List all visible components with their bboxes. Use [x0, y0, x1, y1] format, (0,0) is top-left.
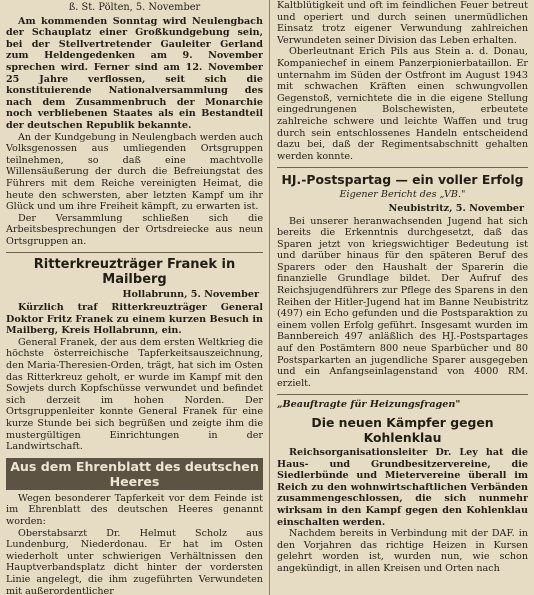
body-paragraph: Wegen besonderer Tapferkeit vor dem Feinde ist im Ehrenblatt des deutschen Heeres genannt worden:: [6, 492, 263, 527]
byline: Eigener Bericht des „VB.": [339, 189, 466, 201]
body-paragraph: Oberstabsarzt Dr. Helmut Scholz aus Lundenburg, Niederdonau. Er hat im Osten wiederholt unter schwierigen Verhältnissen den Hauptverbandsplatz dicht hinter der vordersten Linie angelegt, die ihm zugeführten Verwundeten mit außerordentlicher: [6, 527, 263, 595]
headline-postspartag: HJ.-Postspartag — ein voller Erfolg: [281, 172, 524, 188]
body-paragraph: General Franek, der aus dem ersten Weltkrieg die höchste österreichische Tapferkeitsauszeichnung, den Maria-Theresien-Orden, trägt, hat sich im Osten das Ritterkreuz geholt, er wurde im Kampf mit den Sowjets durch Kopfschüsse verwundet und befindet sich derzeit im hohen Norden. Der Ortsgruppenleiter konnte General Franek für eine kurze Stunde bei sich begrüßen und zeigte ihm die mustergültigen Einrichtungen in der Landwirtschaft.: [6, 336, 263, 453]
section-divider: [277, 167, 528, 168]
body-paragraph: Der Versammlung schließen sich die Arbeitsbesprechungen der Ortsdreiecke aus neun Ortsgruppen an.: [6, 212, 263, 247]
body-paragraph: Nachdem bereits in Verbindung mit der DAF. in den Vorjahren das richtige Heizen in Kursen gelehrt worden ist, wurden nun, wie schon angekündigt, in allen Kreisen und Orten nach: [277, 528, 528, 574]
article-place: Neubistritz, 5. November: [388, 202, 524, 214]
left-column: [6, 0, 263, 595]
lead-paragraph: Am kommenden Sonntag wird Neulengbach der Schauplatz einer Großkundgebung sein, bei der Stellvertretender Gauleiter Gerland zum Heldengedenken am 9. November sprechen wird. Ferner sind am 12. November 25 Jahre verflossen, seit sich die konstituierende Nationalversammlung des nach dem Zusammenbruch der Monarchie noch verbliebenen Staates als ein Bestandteil der deutschen Republik bekannte.: [6, 15, 263, 131]
headline-kohlenklau: Die neuen Kämpfer gegen Kohlenklau: [311, 415, 494, 445]
headline-ehrenblatt: Aus dem Ehrenblatt des deutschen Heeres: [6, 458, 263, 490]
section-divider: [6, 252, 263, 253]
kicker-heizungsfragen: „Beauftragte für Heizungsfragen": [277, 399, 461, 411]
body-paragraph: Bei unserer heranwachsenden Jugend hat sich bereits die Erkenntnis durchgesetzt, daß das Sparen jetzt von kriegswichtiger Bedeutung ist und darüber hinaus für den späteren Beruf des Sparers oder den Haushalt der Sparerin die finanzielle Grundlage bildet. Der Aufruf des Reichsjugendführers zur Pflege des Sparens in den Reihen der Hitler-Jugend hat im Banne Neubistritz (497) ein Echo gefunden und die Postsparaktion zu einem vollen Erfolg geführt. Insgesamt wurden im Bannbereich 497 anläßlich des HJ.-Postspartages auf den Postämtern 800 neue Sparbücher und 80 Postsparkarten an jugendliche Sparer ausgegeben und ein Anfangseinlagenstand von 4000 RM. erzielt.: [277, 215, 528, 389]
right-column: [277, 0, 528, 595]
body-paragraph: Oberleutnant Erich Pils aus Stein a. d. Donau, Kompaniechef in einem Panzerpionierbataillon. Er unternahm im Süden der Ostfront im August 1943 mit schwachen Kräften einen schwungvollen Gegenstoß, vernichtete die in die eigene Stellung eingedrungenen Bolschewisten, erbeutete zahlreiche schwere und leichte Waffen und trug durch sein entschlossenes Handeln entscheidend dazu bei, daß der Regimentsabschnitt gehalten werden konnte.: [277, 46, 528, 162]
article-place: Hollabrunn, 5. November: [122, 289, 259, 301]
lead-paragraph: Kürzlich traf Ritterkreuzträger General Doktor Fritz Franek zu einem kurzen Besuch in Mailberg, Kreis Hollabrunn, ein.: [6, 302, 263, 337]
body-paragraph: An der Kundgebung in Neulengbach werden auch Volksgenossen aus umliegenden Ortsgruppen teilnehmen, so daß eine machtvolle Willensäußerung der durch die Befreiungstat des Führers mit dem Reiche vereinigten Heimat, die heute den schwersten, aber letzten Kampf um ihr Glück und um ihre Freiheit kämpft, zu erwarten ist.: [6, 131, 263, 213]
headline-ritterkreuztraeger: Ritterkreuzträger Franek in Mailberg: [33, 257, 236, 288]
section-divider: [277, 394, 528, 395]
continued-paragraph: Kaltblütigkeit und oft im feindlichen Feuer betreut und operiert und durch seinen unermüdlichen Einsatz trotz eigener Verwundung zahlreichen Verwundeten seiner Division das Leben erhalten.: [277, 0, 528, 46]
lead-paragraph: Reichsorganisationsleiter Dr. Ley hat die Haus- und Grundbesitzervereine, die Siedlerbünde und Mietervereine überall im Reich zu den wohnwirtschaftlichen Verbänden zusammengeschlossen, die sich nunmehr wirksam in den Kampf gegen den Kohlenklau einschalten werden.: [277, 447, 528, 528]
dateline: ß. St. Pölten, 5. November: [68, 2, 201, 13]
column-rule: [269, 0, 270, 595]
